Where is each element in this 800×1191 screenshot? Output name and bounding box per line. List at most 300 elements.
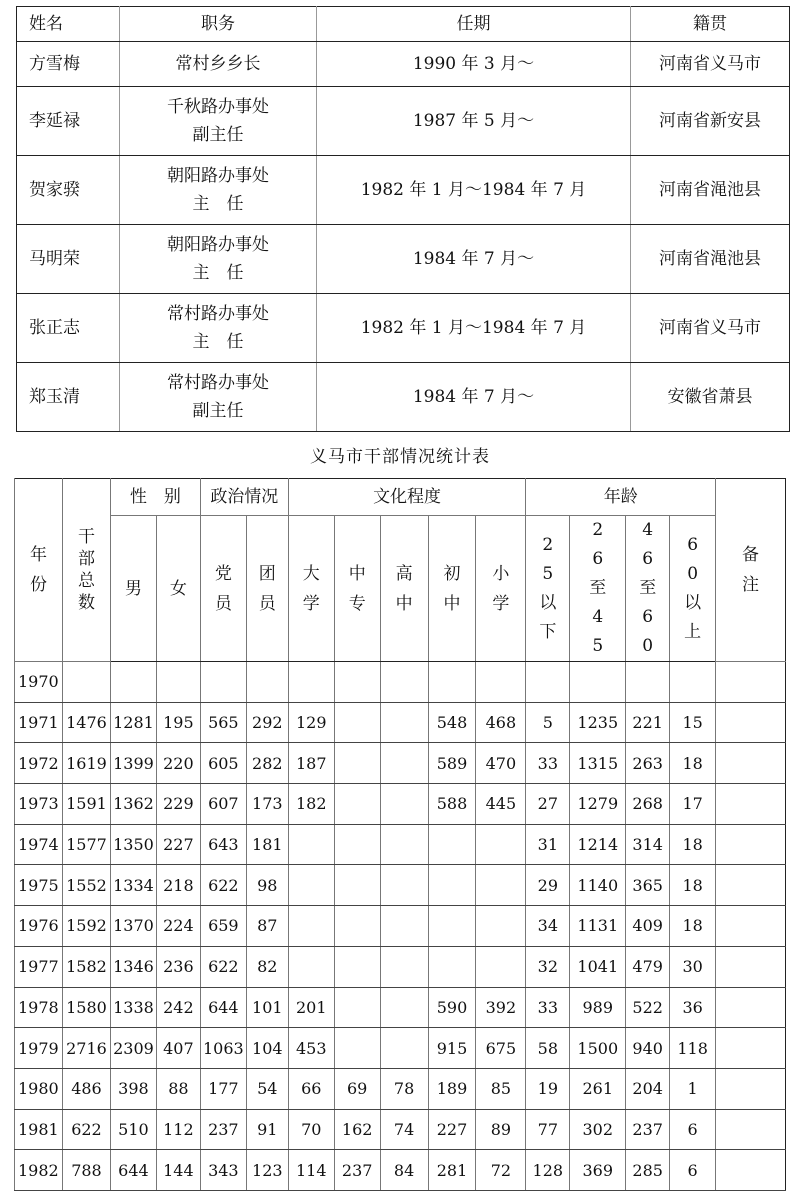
cell-remarks	[716, 784, 786, 825]
cell-age-46-60: 940	[626, 1028, 670, 1069]
cell-total: 622	[62, 1109, 110, 1150]
cell-age-46-60	[626, 662, 670, 703]
header-age-1-text: 25以下	[539, 534, 557, 642]
cell-remarks	[716, 1068, 786, 1109]
cell-male: 398	[110, 1068, 156, 1109]
cell-remarks	[716, 1028, 786, 1069]
cell-male: 2309	[110, 1028, 156, 1069]
cell-league: 101	[246, 987, 288, 1028]
cell-age-under-25	[526, 662, 570, 703]
cell-primary: 89	[476, 1109, 526, 1150]
cell-age-over-60: 30	[670, 946, 716, 987]
stats-row	[15, 1068, 786, 1109]
cell-party: 1063	[200, 1028, 246, 1069]
cell-male: 1338	[110, 987, 156, 1028]
header-university	[288, 516, 334, 662]
cell-age-46-60: 263	[626, 743, 670, 784]
cell-primary	[476, 946, 526, 987]
official-name: 张正志	[17, 294, 120, 363]
cell-year: 1980	[15, 1068, 63, 1109]
cell-junior-high: 589	[428, 743, 476, 784]
cell-age-over-60: 18	[670, 743, 716, 784]
official-origin: 河南省义马市	[631, 294, 790, 363]
cell-university	[288, 946, 334, 987]
cell-age-over-60: 15	[670, 702, 716, 743]
official-position-line: 副主任	[192, 401, 244, 421]
cell-year: 1976	[15, 906, 63, 947]
cell-university: 66	[288, 1068, 334, 1109]
header-league	[246, 516, 288, 662]
officials-table	[16, 6, 790, 432]
cell-secondary-tech	[334, 662, 380, 703]
cell-high-school: 84	[380, 1150, 428, 1191]
official-name: 贺家骙	[17, 156, 120, 225]
header-term: 任期	[317, 7, 631, 42]
cell-age-under-25: 33	[526, 743, 570, 784]
cell-age-26-45: 1500	[570, 1028, 626, 1069]
header-secondary-tech-text: 中专	[348, 563, 366, 614]
cell-secondary-tech	[334, 743, 380, 784]
header-year-text: 年份	[29, 545, 47, 595]
cell-junior-high	[428, 946, 476, 987]
official-term: 1984 年 7 月～	[317, 363, 631, 432]
cell-female: 112	[156, 1109, 200, 1150]
cell-league: 173	[246, 784, 288, 825]
cell-female: 227	[156, 824, 200, 865]
cell-year: 1981	[15, 1109, 63, 1150]
header-total-text: 干部总数	[77, 526, 95, 613]
cell-male: 510	[110, 1109, 156, 1150]
official-name: 李延禄	[17, 87, 120, 156]
header-primary	[476, 516, 526, 662]
cell-league: 98	[246, 865, 288, 906]
cell-age-46-60: 365	[626, 865, 670, 906]
cell-primary: 392	[476, 987, 526, 1028]
official-position	[120, 294, 317, 363]
cell-league: 123	[246, 1150, 288, 1191]
cell-age-over-60	[670, 662, 716, 703]
cell-age-under-25: 31	[526, 824, 570, 865]
cell-year: 1972	[15, 743, 63, 784]
stats-row	[15, 946, 786, 987]
cell-age-46-60: 522	[626, 987, 670, 1028]
cell-primary	[476, 824, 526, 865]
header-age-3-text: 46至60	[639, 520, 657, 656]
cell-male: 1362	[110, 784, 156, 825]
cell-year: 1975	[15, 865, 63, 906]
cell-secondary-tech	[334, 824, 380, 865]
cell-age-46-60: 479	[626, 946, 670, 987]
header-junior-high-text: 初中	[443, 563, 461, 614]
cell-age-26-45: 989	[570, 987, 626, 1028]
cell-league: 91	[246, 1109, 288, 1150]
cell-age-over-60: 17	[670, 784, 716, 825]
stats-row	[15, 743, 786, 784]
header-party-text: 党员	[214, 563, 232, 614]
cell-league: 292	[246, 702, 288, 743]
official-row	[17, 225, 790, 294]
officials-body	[17, 42, 790, 432]
official-row	[17, 363, 790, 432]
cell-secondary-tech	[334, 906, 380, 947]
cell-age-under-25: 5	[526, 702, 570, 743]
cell-age-under-25: 77	[526, 1109, 570, 1150]
cell-league: 282	[246, 743, 288, 784]
cell-age-26-45: 1131	[570, 906, 626, 947]
cell-female: 220	[156, 743, 200, 784]
cell-age-under-25: 58	[526, 1028, 570, 1069]
stats-row	[15, 662, 786, 703]
header-male: 男	[110, 516, 156, 662]
header-education: 文化程度	[288, 479, 526, 516]
cell-league: 87	[246, 906, 288, 947]
cell-age-over-60: 18	[670, 906, 716, 947]
cell-total: 1582	[62, 946, 110, 987]
header-primary-text: 小学	[492, 563, 510, 614]
cell-female: 195	[156, 702, 200, 743]
cell-age-under-25: 128	[526, 1150, 570, 1191]
cell-junior-high: 189	[428, 1068, 476, 1109]
header-party	[200, 516, 246, 662]
cell-secondary-tech: 237	[334, 1150, 380, 1191]
official-name: 郑玉清	[17, 363, 120, 432]
cell-university: 182	[288, 784, 334, 825]
cell-total: 1580	[62, 987, 110, 1028]
official-position-line: 主 任	[192, 194, 244, 214]
cell-total: 486	[62, 1068, 110, 1109]
cell-high-school	[380, 824, 428, 865]
header-age-4-text: 60以上	[684, 534, 702, 642]
official-position-line: 主 任	[192, 332, 244, 352]
official-position-line: 朝阳路办事处	[167, 166, 269, 186]
stats-row	[15, 702, 786, 743]
cell-total: 1591	[62, 784, 110, 825]
cell-junior-high: 281	[428, 1150, 476, 1191]
cell-remarks	[716, 743, 786, 784]
header-age-3	[626, 516, 670, 662]
header-age-2-text: 26至45	[589, 520, 607, 656]
cell-junior-high: 588	[428, 784, 476, 825]
cell-male	[110, 662, 156, 703]
cell-junior-high	[428, 824, 476, 865]
cell-age-over-60: 36	[670, 987, 716, 1028]
cell-university	[288, 865, 334, 906]
cell-male: 1370	[110, 906, 156, 947]
cell-year: 1977	[15, 946, 63, 987]
cell-junior-high: 915	[428, 1028, 476, 1069]
official-row	[17, 87, 790, 156]
cell-secondary-tech	[334, 946, 380, 987]
header-junior-high	[428, 516, 476, 662]
official-name: 马明荣	[17, 225, 120, 294]
header-league-text: 团员	[258, 563, 276, 614]
cell-age-under-25: 19	[526, 1068, 570, 1109]
cell-age-over-60: 18	[670, 865, 716, 906]
cell-total: 788	[62, 1150, 110, 1191]
cell-primary: 85	[476, 1068, 526, 1109]
cell-junior-high	[428, 906, 476, 947]
cell-total: 1592	[62, 906, 110, 947]
cell-secondary-tech	[334, 1028, 380, 1069]
stats-row	[15, 1109, 786, 1150]
cell-total	[62, 662, 110, 703]
official-origin: 河南省渑池县	[631, 225, 790, 294]
cell-party: 237	[200, 1109, 246, 1150]
cell-age-26-45: 1041	[570, 946, 626, 987]
stats-row	[15, 784, 786, 825]
cell-male: 1334	[110, 865, 156, 906]
stats-row	[15, 1150, 786, 1191]
cell-age-26-45: 1279	[570, 784, 626, 825]
header-origin: 籍贯	[631, 7, 790, 42]
cell-age-under-25: 27	[526, 784, 570, 825]
cell-remarks	[716, 1150, 786, 1191]
cell-age-26-45: 302	[570, 1109, 626, 1150]
cell-year: 1979	[15, 1028, 63, 1069]
official-position	[120, 87, 317, 156]
cell-female: 407	[156, 1028, 200, 1069]
cell-female: 242	[156, 987, 200, 1028]
cell-year: 1974	[15, 824, 63, 865]
cell-high-school: 74	[380, 1109, 428, 1150]
cell-secondary-tech: 69	[334, 1068, 380, 1109]
header-gender: 性 别	[110, 479, 200, 516]
cell-age-under-25: 29	[526, 865, 570, 906]
cell-age-26-45	[570, 662, 626, 703]
cell-age-under-25: 33	[526, 987, 570, 1028]
cell-secondary-tech	[334, 987, 380, 1028]
cell-high-school	[380, 987, 428, 1028]
cell-age-46-60: 268	[626, 784, 670, 825]
official-position-line: 主 任	[192, 263, 244, 283]
cell-male: 644	[110, 1150, 156, 1191]
cell-high-school	[380, 662, 428, 703]
cell-remarks	[716, 824, 786, 865]
cell-university: 114	[288, 1150, 334, 1191]
cell-age-26-45: 369	[570, 1150, 626, 1191]
stats-table-title: 义马市干部情况统计表	[310, 447, 490, 467]
stats-row	[15, 865, 786, 906]
cell-party: 607	[200, 784, 246, 825]
cell-age-26-45: 1140	[570, 865, 626, 906]
cell-primary	[476, 906, 526, 947]
cell-age-over-60: 1	[670, 1068, 716, 1109]
official-term: 1990 年 3 月～	[317, 42, 631, 87]
header-university-text: 大学	[302, 563, 320, 614]
cell-total: 2716	[62, 1028, 110, 1069]
cell-age-26-45: 1214	[570, 824, 626, 865]
cell-female: 229	[156, 784, 200, 825]
officials-header-row	[17, 7, 790, 42]
cell-total: 1619	[62, 743, 110, 784]
cell-age-26-45: 1235	[570, 702, 626, 743]
cell-primary: 470	[476, 743, 526, 784]
cell-high-school	[380, 743, 428, 784]
cell-junior-high: 590	[428, 987, 476, 1028]
cell-junior-high: 227	[428, 1109, 476, 1150]
stats-row	[15, 987, 786, 1028]
header-high-school-text: 高中	[395, 563, 413, 614]
cell-age-46-60: 204	[626, 1068, 670, 1109]
cell-university: 129	[288, 702, 334, 743]
official-position-line: 常村路办事处	[167, 304, 269, 324]
official-name: 方雪梅	[17, 42, 120, 87]
cell-party: 177	[200, 1068, 246, 1109]
cell-high-school	[380, 702, 428, 743]
official-term: 1982 年 1 月～1984 年 7 月	[317, 156, 631, 225]
cell-year: 1982	[15, 1150, 63, 1191]
cell-age-26-45: 1315	[570, 743, 626, 784]
official-row	[17, 156, 790, 225]
stats-row	[15, 1028, 786, 1069]
cell-year: 1970	[15, 662, 63, 703]
cell-league: 54	[246, 1068, 288, 1109]
cell-junior-high: 548	[428, 702, 476, 743]
cell-year: 1973	[15, 784, 63, 825]
cell-age-over-60: 6	[670, 1150, 716, 1191]
cell-male: 1399	[110, 743, 156, 784]
cell-male: 1350	[110, 824, 156, 865]
cell-age-46-60: 409	[626, 906, 670, 947]
cell-year: 1971	[15, 702, 63, 743]
cell-primary: 445	[476, 784, 526, 825]
cell-total: 1577	[62, 824, 110, 865]
header-remarks	[716, 479, 786, 662]
cell-high-school	[380, 946, 428, 987]
header-age-2	[570, 516, 626, 662]
official-origin: 河南省渑池县	[631, 156, 790, 225]
official-position	[120, 42, 317, 87]
cell-high-school	[380, 906, 428, 947]
cell-age-26-45: 261	[570, 1068, 626, 1109]
cell-university: 70	[288, 1109, 334, 1150]
official-position-line: 常村乡乡长	[175, 54, 261, 74]
cell-party	[200, 662, 246, 703]
header-remarks-text: 备注	[742, 545, 760, 595]
cell-primary: 468	[476, 702, 526, 743]
cell-female: 218	[156, 865, 200, 906]
cell-league	[246, 662, 288, 703]
header-year	[15, 479, 63, 662]
cell-female: 88	[156, 1068, 200, 1109]
cell-high-school: 78	[380, 1068, 428, 1109]
cell-female	[156, 662, 200, 703]
cell-remarks	[716, 1109, 786, 1150]
official-origin: 河南省新安县	[631, 87, 790, 156]
cadre-stats-table	[14, 478, 786, 1191]
cell-secondary-tech	[334, 702, 380, 743]
cell-age-46-60: 237	[626, 1109, 670, 1150]
cell-university	[288, 906, 334, 947]
cell-age-over-60: 18	[670, 824, 716, 865]
cell-age-46-60: 285	[626, 1150, 670, 1191]
cell-league: 82	[246, 946, 288, 987]
cell-age-under-25: 32	[526, 946, 570, 987]
stats-row	[15, 906, 786, 947]
cell-high-school	[380, 1028, 428, 1069]
official-position	[120, 156, 317, 225]
stats-row	[15, 824, 786, 865]
official-row	[17, 42, 790, 87]
cell-remarks	[716, 906, 786, 947]
header-age: 年龄	[526, 479, 716, 516]
header-secondary-tech	[334, 516, 380, 662]
cell-remarks	[716, 987, 786, 1028]
cell-male: 1281	[110, 702, 156, 743]
cell-university	[288, 662, 334, 703]
cell-party: 644	[200, 987, 246, 1028]
cell-age-under-25: 34	[526, 906, 570, 947]
official-position-line: 千秋路办事处	[167, 97, 269, 117]
cell-party: 643	[200, 824, 246, 865]
cell-female: 236	[156, 946, 200, 987]
stats-body	[15, 662, 786, 1191]
official-position	[120, 363, 317, 432]
cell-secondary-tech	[334, 784, 380, 825]
official-origin: 河南省义马市	[631, 42, 790, 87]
header-female: 女	[156, 516, 200, 662]
official-position-line: 副主任	[192, 125, 244, 145]
cell-party: 343	[200, 1150, 246, 1191]
cell-remarks	[716, 946, 786, 987]
official-origin: 安徽省萧县	[631, 363, 790, 432]
cell-party: 565	[200, 702, 246, 743]
cell-junior-high	[428, 662, 476, 703]
official-position-line: 常村路办事处	[167, 373, 269, 393]
cell-junior-high	[428, 865, 476, 906]
header-name: 姓名	[17, 7, 120, 42]
header-age-1	[526, 516, 570, 662]
cell-university: 453	[288, 1028, 334, 1069]
official-term: 1982 年 1 月～1984 年 7 月	[317, 294, 631, 363]
cell-remarks	[716, 865, 786, 906]
cell-female: 224	[156, 906, 200, 947]
cell-total: 1476	[62, 702, 110, 743]
cell-primary	[476, 662, 526, 703]
cell-remarks	[716, 702, 786, 743]
cell-secondary-tech	[334, 865, 380, 906]
header-high-school	[380, 516, 428, 662]
official-position	[120, 225, 317, 294]
cell-high-school	[380, 784, 428, 825]
cell-total: 1552	[62, 865, 110, 906]
cell-league: 104	[246, 1028, 288, 1069]
cell-party: 622	[200, 865, 246, 906]
stats-header-row-1	[15, 479, 786, 516]
header-politics: 政治情况	[200, 479, 288, 516]
header-age-4	[670, 516, 716, 662]
official-position-line: 朝阳路办事处	[167, 235, 269, 255]
stats-header-row-2	[15, 516, 786, 662]
cell-party: 605	[200, 743, 246, 784]
cell-university: 201	[288, 987, 334, 1028]
cell-primary	[476, 865, 526, 906]
cell-age-over-60: 6	[670, 1109, 716, 1150]
cell-age-46-60: 221	[626, 702, 670, 743]
cell-remarks	[716, 662, 786, 703]
cell-male: 1346	[110, 946, 156, 987]
official-term: 1987 年 5 月～	[317, 87, 631, 156]
cell-primary: 675	[476, 1028, 526, 1069]
cell-party: 659	[200, 906, 246, 947]
official-term: 1984 年 7 月～	[317, 225, 631, 294]
cell-party: 622	[200, 946, 246, 987]
cell-female: 144	[156, 1150, 200, 1191]
cell-league: 181	[246, 824, 288, 865]
cell-high-school	[380, 865, 428, 906]
cell-age-over-60: 118	[670, 1028, 716, 1069]
cell-year: 1978	[15, 987, 63, 1028]
